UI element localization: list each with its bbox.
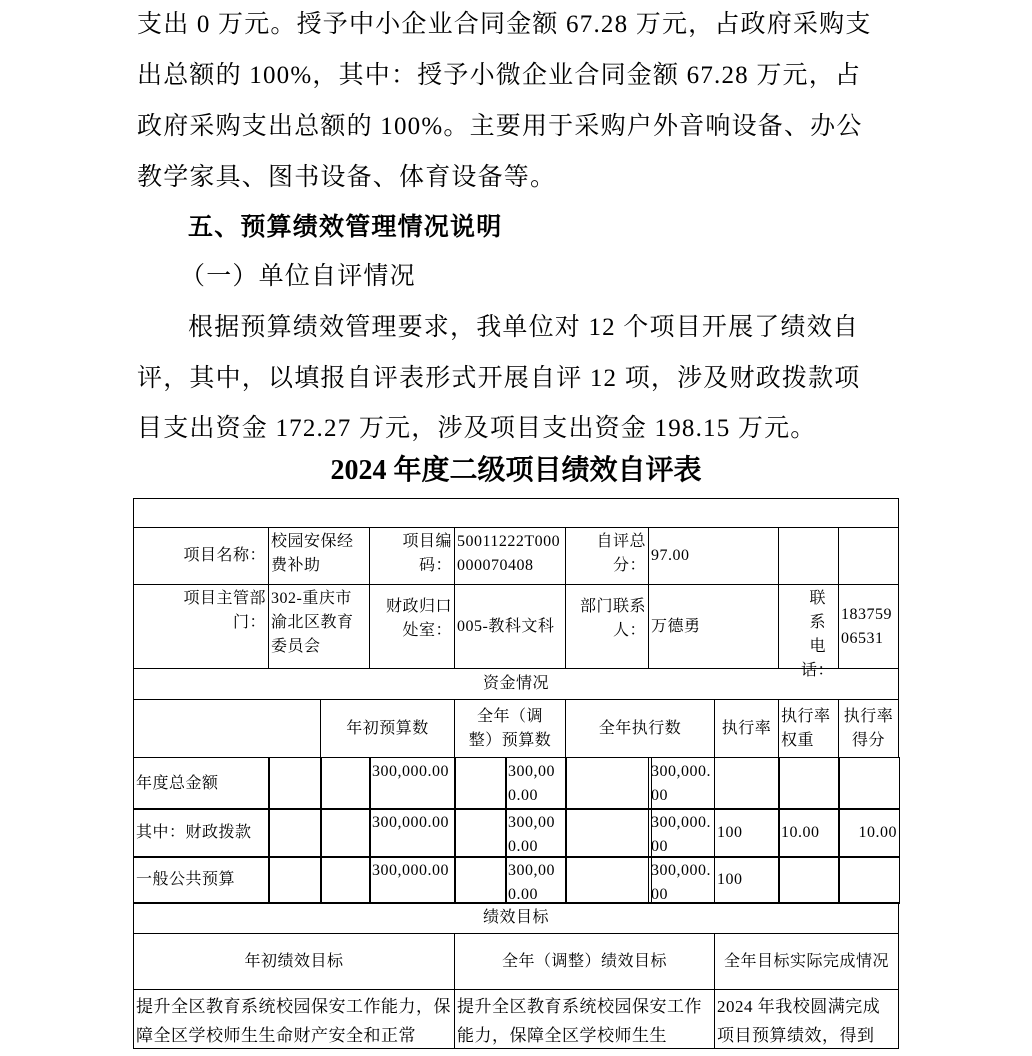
paragraph-line: 教学家具、图书设备、体育设备等。 <box>137 164 557 191</box>
initial-budget: 300,000.00 <box>369 808 456 858</box>
blank-row <box>133 498 899 528</box>
executed-amount: 300,000.00 <box>648 808 715 858</box>
contact: 万德勇 <box>648 584 779 669</box>
paragraph-line: 政府采购支出总额的 100%。主要用于采购户外音响设备、办公 <box>137 113 863 140</box>
paragraph-line: 支出 0 万元。授予中小企业合同金额 67.28 万元，占政府采购支 <box>137 11 872 38</box>
initial-budget: 300,000.00 <box>369 856 456 904</box>
empty-cell <box>565 757 652 810</box>
col-header: 执行率 <box>714 699 779 758</box>
empty-cell <box>320 757 371 810</box>
contact-label: 部门联系人： <box>565 584 649 669</box>
row-label: 一般公共预算 <box>133 856 270 904</box>
project-code-label: 项目编码： <box>369 527 455 585</box>
row-label: 年度总金额 <box>133 757 270 810</box>
phone: 18375906531 <box>838 584 899 669</box>
finance-office: 005-教科文科 <box>454 584 566 669</box>
col-header: 年初预算数 <box>320 699 455 758</box>
exec-weight: 10.00 <box>778 808 840 858</box>
exec-weight <box>778 757 840 810</box>
row-label: 其中：财政拨款 <box>133 808 270 858</box>
paragraph-line: 评，其中，以填报自评表形式开展自评 12 项，涉及财政拨款项 <box>137 365 861 392</box>
score-label: 自评总分： <box>565 527 649 585</box>
adjusted-budget: 300,000.00 <box>505 757 567 810</box>
paragraph-line: 出总额的 100%，其中：授予小微企业合同金额 67.28 万元，占 <box>137 62 862 89</box>
empty-cell <box>838 527 899 585</box>
dept-label: 项目主管部门： <box>133 584 269 669</box>
finance-office-label: 财政归口处室： <box>369 584 455 669</box>
exec-score <box>838 757 900 810</box>
funds-section-header: 资金情况 <box>133 668 899 700</box>
empty-cell <box>320 808 371 858</box>
paragraph-line: 目支出资金 172.27 万元，涉及项目支出资金 198.15 万元。 <box>137 415 817 442</box>
exec-weight <box>778 856 840 904</box>
empty-cell <box>565 808 652 858</box>
empty-cell <box>565 856 652 904</box>
empty-cell <box>454 856 507 904</box>
col-header: 执行率权重 <box>778 699 839 758</box>
score-value: 97.00 <box>648 527 779 585</box>
goal-adjusted: 提升全区教育系统校园保安工作能力，保障全区学校师生生 <box>454 989 715 1049</box>
adjusted-budget: 300,000.00 <box>505 856 567 904</box>
executed-amount: 300,000.00 <box>648 757 715 810</box>
table-title: 2024 年度二级项目绩效自评表 <box>330 455 702 486</box>
goals-header: 全年目标实际完成情况 <box>714 933 899 990</box>
phone-label: 联系电话： <box>778 584 839 669</box>
paragraph-line: 根据预算绩效管理要求，我单位对 12 个项目开展了绩效自 <box>188 314 860 341</box>
empty-cell <box>778 527 839 585</box>
exec-rate: 100 <box>714 808 780 858</box>
executed-amount: 300,000.00 <box>648 856 715 904</box>
col-header: 执行率得分 <box>838 699 899 758</box>
empty-cell <box>268 808 322 858</box>
exec-score <box>838 856 900 904</box>
empty-cell <box>133 699 321 758</box>
empty-cell <box>320 856 371 904</box>
goals-header: 年初绩效目标 <box>133 933 455 990</box>
empty-cell <box>454 757 507 810</box>
initial-budget: 300,000.00 <box>369 757 456 810</box>
empty-cell <box>268 757 322 810</box>
goals-header: 全年（调整）绩效目标 <box>454 933 715 990</box>
exec-score: 10.00 <box>838 808 900 858</box>
goal-actual: 2024 年我校圆满完成项目预算绩效，得到 <box>714 989 899 1049</box>
project-name-label: 项目名称： <box>133 527 269 585</box>
section-heading: 五、预算绩效管理情况说明 <box>188 214 503 241</box>
col-header: 全年执行数 <box>565 699 715 758</box>
project-name: 校园安保经费补助 <box>268 527 370 585</box>
empty-cell <box>268 856 322 904</box>
col-header: 全年（调整）预算数 <box>454 699 566 758</box>
exec-rate: 100 <box>714 856 780 904</box>
dept: 302-重庆市渝北区教育委员会 <box>268 584 370 669</box>
adjusted-budget: 300,000.00 <box>505 808 567 858</box>
empty-cell <box>454 808 507 858</box>
project-code: 50011222T000000070408 <box>454 527 566 585</box>
subsection-heading: （一）单位自评情况 <box>180 263 416 290</box>
goal-initial: 提升全区教育系统校园保安工作能力，保障全区学校师生生命财产安全和正常 <box>133 989 455 1049</box>
goals-section-header: 绩效目标 <box>133 902 899 934</box>
exec-rate <box>714 757 780 810</box>
